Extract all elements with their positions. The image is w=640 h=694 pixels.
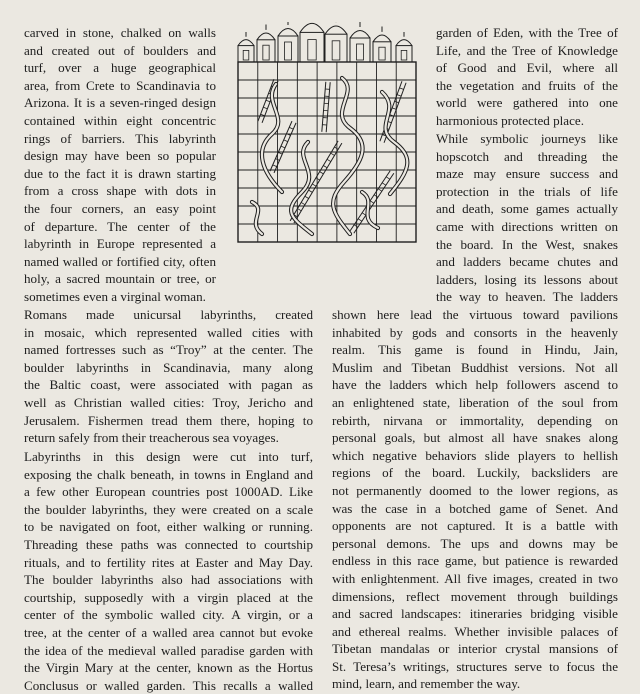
text-line: ladders, losing its lessons about (436, 271, 618, 289)
text-line: inhabited by gods and consorts in the heavenly (332, 324, 618, 342)
pavilion-door (357, 44, 364, 60)
ladder-rung (312, 184, 316, 186)
ladder-rung (316, 178, 320, 180)
pavilion-body (238, 46, 254, 62)
text-line: mind, learn, and remember the way. (332, 675, 618, 693)
text-line: exposing the chalk beneath, in towns in England and (24, 466, 313, 484)
text-line: garden of Eden, with the Tree of (436, 24, 618, 42)
text-line: the four corners, an easy point (24, 200, 216, 218)
ladder-rung (399, 88, 403, 90)
snakes-and-ladders-board-illustration-icon (232, 22, 422, 250)
text-line: and sacred landscapes: itineraries bridging visible (332, 605, 618, 623)
ladder-rung (378, 189, 382, 191)
pavilion-door (263, 45, 269, 60)
pavilion-dome (396, 40, 412, 46)
text-line: named walled or fortified city, often (24, 253, 216, 271)
text-line: While symbolic journeys like (436, 130, 618, 148)
ladder-rung (261, 114, 265, 116)
ladder-rung (362, 213, 366, 215)
ladder-rung (266, 100, 270, 102)
pavilion-body (350, 38, 370, 62)
ladder-rung (301, 202, 305, 204)
ladder-rung (263, 107, 267, 109)
paragraph-turf-labyrinths (24, 448, 313, 694)
pavilion-dome (300, 23, 324, 32)
snake-body-fill (252, 202, 262, 234)
text-line: and ladders became chutes and (436, 253, 618, 271)
text-line: rebirth, nirvana or immortality, depending on (332, 412, 618, 430)
text-line: boulder labyrinths in Scandinavia, many along (24, 359, 313, 377)
paragraph-garden-of-eden (436, 24, 618, 130)
text-line: return safely from their treacherous sea voyages. (24, 429, 313, 447)
text-line: opponents are not captured. It is a battle with (332, 517, 618, 535)
text-line: sometimes even a virginal woman. (24, 288, 216, 306)
snake-body-fill (262, 84, 282, 192)
text-line: realm. This game is found in Hindu, Jain, (332, 341, 618, 359)
text-line: Romans made unicursal labyrinths, created (24, 306, 313, 324)
text-line: Labyrinths in this design were cut into turf, (24, 448, 313, 466)
text-line: endless in this race game, but patience is rewarded (332, 552, 618, 570)
text-line: and death, some games actually (436, 200, 618, 218)
text-line: tree, at the center of a walled area cannot but evoke (24, 624, 313, 642)
ladder-rung (382, 183, 386, 185)
text-line: center of the symbolic walled city. A virgin, or a (24, 606, 313, 624)
text-line: Conclusus or walled garden. This recalls a walled (24, 677, 313, 694)
ladder-rung (273, 165, 277, 167)
pavilion-body (396, 46, 412, 62)
text-line: the idea of the medieval walled paradise garden with (24, 642, 313, 660)
paragraph-snakes-and-ladders (332, 306, 618, 693)
pavilion-dome (325, 26, 347, 34)
text-line: a few other European countries post 1000AD. Like (24, 483, 313, 501)
text-line: the boulder labyrinths, they were created on a scale (24, 501, 313, 519)
text-line: maze may ensure success and (436, 165, 618, 183)
text-line: design may have been so popular (24, 147, 216, 165)
ladder-rail (380, 81, 402, 141)
paragraph-labyrinth-intro (24, 24, 216, 306)
ladder-rung (289, 127, 293, 129)
text-line: the vegetation and fruits of the (436, 77, 618, 95)
text-line: courtship, supposedly with a virgin placed at the (24, 589, 313, 607)
text-line: and created out of boulders and (24, 42, 216, 60)
text-line: dimensions, reflect movement through buildings (332, 588, 618, 606)
text-line: with enlightenment. All five images, created in two (332, 570, 618, 588)
pavilion-door (401, 50, 407, 60)
pavilion-door (285, 42, 292, 60)
pavilion-dome (257, 33, 275, 40)
text-line: the board. In the West, snakes (436, 236, 618, 254)
text-line: Threading these paths was connected to courtship (24, 536, 313, 554)
text-line: world were gathered into one (436, 94, 618, 112)
text-line: the Virgin Mary at the center, known as the Hortus (24, 659, 313, 677)
paragraph-roman-labyrinths (24, 306, 313, 447)
ladder-rung (331, 153, 335, 155)
ladder-rung (386, 177, 390, 179)
text-line: rituals, and to fertility rites at Easter and May Day. (24, 554, 313, 572)
text-line: Arizona. It is a seven-ringed design (24, 94, 216, 112)
text-line: in mosaic, which represented walled cities with (24, 324, 313, 342)
text-line: named fortresses such as “Troy” at the center. The (24, 341, 313, 359)
ladder-rail (270, 121, 292, 171)
ladder-rung (397, 95, 401, 97)
ladder-rung (305, 196, 309, 198)
ladder-rung (354, 225, 358, 227)
text-line: Tibetan mandalas or interior crystal mansions of (332, 640, 618, 658)
ladder-rung (323, 165, 327, 167)
text-line: have the ladders which help followers ascend to (332, 376, 618, 394)
text-line: Jerusalem. Fishermen tread them there, hoping to (24, 412, 313, 430)
pavilion-door (308, 40, 316, 60)
text-line: harmonious protected place. (436, 112, 618, 130)
ladder-rung (309, 190, 313, 192)
ladder-rung (334, 147, 338, 149)
ladder-rung (281, 146, 285, 148)
ladder-rung (278, 152, 282, 154)
snake-body-fill (333, 78, 362, 234)
text-line: The boulder labyrinths also had associations with (24, 571, 313, 589)
ladder-rung (320, 172, 324, 174)
text-line: the way to heaven. The ladders (436, 288, 618, 306)
text-line: the Baltic coast, were associated with pagan as (24, 376, 313, 394)
text-line: shown here lead the virtuous toward pavilions (332, 306, 618, 324)
text-line: Life, and the Tree of Knowledge (436, 42, 618, 60)
text-line: labyrinth in Europe represented a (24, 235, 216, 253)
text-line: of Good and Evil, where all (436, 59, 618, 77)
ladder-rung (284, 140, 288, 142)
paragraph-symbolic-journeys (436, 130, 618, 306)
text-line: carved in stone, chalked on walls (24, 24, 216, 42)
text-line: rings of barriers. This labyrinth (24, 130, 216, 148)
pavilion-body (257, 40, 275, 62)
text-line: of departure. The center of the (24, 218, 216, 236)
pavilion-dome (373, 35, 391, 42)
text-line: came with directions written on (436, 218, 618, 236)
pavilion-dome (278, 29, 298, 37)
text-line: holy, a sacred mountain or tree, or (24, 270, 216, 288)
text-line: hopscotch and threading the (436, 148, 618, 166)
text-line: from a cross shape with dots in (24, 182, 216, 200)
text-line: an enlightened state, liberation of the soul from (332, 394, 618, 412)
pavilion-dome (350, 31, 370, 39)
text-line: Muslim and Tibetan Buddhist versions. Not all (332, 359, 618, 377)
text-line: area, from Crete to Scandinavia to (24, 77, 216, 95)
pavilion-dome (238, 40, 254, 46)
pavilion-body (300, 32, 324, 62)
ladder-rung (297, 209, 301, 211)
text-line: turf, over a huge geographical (24, 59, 216, 77)
text-line: protection in the trials of life (436, 183, 618, 201)
pavilion-door (243, 50, 249, 60)
ladder-rung (370, 201, 374, 203)
ladder-rung (392, 108, 396, 110)
pavilion-door (332, 41, 340, 60)
text-line: St. Teresa’s writings, structures serve to focus the (332, 658, 618, 676)
pavilion-door (379, 47, 385, 60)
text-line: was the case in a botched game of Senet. And (332, 500, 618, 518)
text-line: personal demons. The ups and downs may be (332, 535, 618, 553)
text-line: contained within eight concentric (24, 112, 216, 130)
text-line: which negative behaviors slide players to hellish (332, 447, 618, 465)
text-line: personal goals, but almost all have snakes along (332, 429, 618, 447)
pavilion-body (373, 42, 391, 62)
text-line: and ethereal realms. Whether invisible palaces of (332, 623, 618, 641)
text-line: regions of the board. Luckily, backsliders are (332, 464, 618, 482)
text-line: due to the fact it is drawn starting (24, 165, 216, 183)
text-line: to be navigated on foot, either walking or running. (24, 518, 313, 536)
text-line: not permanently doomed to the lower regions, as (332, 482, 618, 500)
snake-body (333, 78, 362, 234)
pavilion-body (278, 36, 298, 62)
ladder-rung (358, 219, 362, 221)
text-line: well as Christian walled cities: Troy, Jericho and (24, 394, 313, 412)
ladder-rung (327, 159, 331, 161)
pavilion-body (325, 34, 347, 62)
